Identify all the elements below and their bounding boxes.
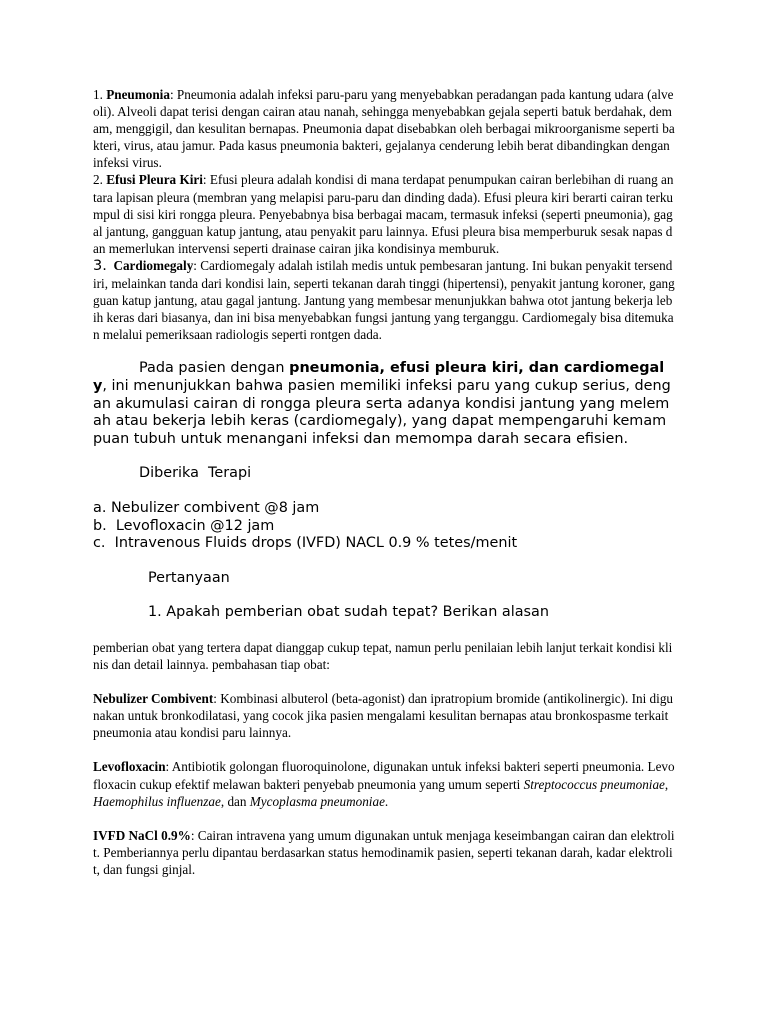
summary-prefix: Pada pasien dengan [139, 360, 290, 377]
drug-text: : Kombinasi albuterol (beta-agonist) dan ipratropium bromide (antikolinergic). Ini digunakan untuk bronkodilatasi, yang cocok jika pasien mengalami kesulitan bernapas atau bronkospasme terkait pneumonia atau kondisi paru lainnya. [93, 691, 674, 741]
drug-text: : Antibiotik golongan fluoroquinolone, digunakan untuk infeksi bakteri seperti pneumonia. Levofloxacin cukup efektif melawan bakteri penyebab pneumonia yang umum seperti [93, 759, 675, 792]
item-number: 2. [93, 172, 103, 188]
document-page [93, 86, 675, 878]
summary-bold: pneumonia, efusi pleura kiri, dan cardiomegaly [93, 360, 665, 394]
separator: , [664, 776, 669, 792]
question-title: Pertanyaan [148, 569, 230, 586]
therapy-item: c. Intravenous Fluids drops (IVFD) NACL 0.9 % tetes/menit [93, 535, 518, 552]
drug-levofloxacin [93, 758, 675, 809]
therapy-title: Diberika Terapi [139, 465, 252, 482]
item-cardiomegaly [93, 257, 675, 343]
term-cardiomegaly: Cardiomegaly [113, 257, 194, 273]
question: 1. Apakah pemberian obat sudah tepat? Berikan alasan [148, 604, 549, 621]
item-efusi-pleura [93, 171, 675, 256]
term-efusi-pleura: Efusi Pleura Kiri [106, 172, 203, 188]
summary-paragraph [93, 360, 675, 448]
drug-ivfd [93, 827, 675, 878]
item-number: 3. [93, 257, 107, 274]
item-text: : Efusi pleura adalah kondisi di mana terdapat penumpukan cairan berlebihan di ruang antara lapisan pleura (membran yang melapisi paru-paru dan dinding dada). Efusi pleura kiri berarti cairan terkumpul di sisi kiri rongga pleura. Penyebabnya bisa berbagai macam, termasuk infeksi (seperti pneumonia), gagal jantung, gangguan katup jantung, atau penyakit paru lainnya. Efusi pleura bisa memperburuk sesak napas dan memerlukan intervensi seperti drainase cairan jika kondisinya memburuk. [93, 172, 674, 256]
item-number: 1. [93, 87, 103, 102]
answer-intro: pemberian obat yang tertera dapat dianggap cukup tepat, namun perlu penilaian lebih lanjut terkait kondisi klinis dan detail lainnya. pembahasan tiap obat: [93, 639, 673, 673]
organism-mycoplasma: Mycoplasma pneumoniae [249, 793, 385, 809]
drug-nebulizer [93, 690, 675, 741]
summary-rest: , ini menunjukkan bahwa pasien memiliki infeksi paru yang cukup serius, dengan akumulasi cairan di rongga pleura serta adanya kondisi jantung yang melemah atau bekerja lebih keras (cardiomegaly), yang dapat mempengaruhi kemampuan tubuh untuk menangani infeksi dan memompa darah secara efisien. [93, 378, 671, 447]
therapy-item: a. Nebulizer combivent @8 jam [93, 499, 320, 516]
organism-haemophilus: Haemophilus influenzae [93, 793, 221, 809]
therapy-list [93, 500, 675, 553]
therapy-item: b. Levofloxacin @12 jam [93, 517, 275, 534]
organism-streptococcus: Streptococcus pneumoniae [523, 776, 665, 792]
item-pneumonia [93, 86, 675, 171]
separator: . [384, 793, 389, 809]
separator: , dan [220, 793, 250, 809]
term-nebulizer: Nebulizer Combivent [93, 691, 214, 707]
term-pneumonia: Pneumonia [106, 87, 170, 102]
term-ivfd: IVFD NaCl 0.9% [93, 827, 191, 843]
term-levofloxacin: Levofloxacin [93, 759, 166, 775]
item-text: : Pneumonia adalah infeksi paru-paru yang menyebabkan peradangan pada kantung udara (alveoli). Alveoli dapat terisi dengan cairan atau nanah, sehingga menyebabkan gejala seperti batuk berdahak, demam, menggigil, dan kesulitan bernapas. Pneumonia dapat disebabkan oleh berbagai mikroorganisme seperti bakteri, virus, atau jamur. Pada kasus pneumonia bakteri, gejalanya cenderung lebih berat dibandingkan dengan infeksi virus. [93, 87, 675, 171]
drug-text: : Cairan intravena yang umum digunakan untuk menjaga keseimbangan cairan dan elektrolit. Pemberiannya perlu dipantau berdasarkan status hemodinamik pasien, seperti tekanan darah, kadar elektrolit, dan fungsi ginjal. [93, 827, 675, 877]
item-text: : Cardiomegaly adalah istilah medis untuk pembesaran jantung. Ini bukan penyakit tersendiri, melainkan tanda dari kondisi lain, seperti tekanan darah tinggi (hipertensi), penyakit jantung koroner, gangguan katup jantung, atau gagal jantung. Jantung yang membesar menunjukkan bahwa otot jantung bekerja lebih keras dari biasanya, dan ini bisa menyebabkan fungsi jantung yang terganggu. Cardiomegaly bisa ditemukan melalui pemeriksaan radiologis seperti rontgen dada. [93, 257, 675, 343]
